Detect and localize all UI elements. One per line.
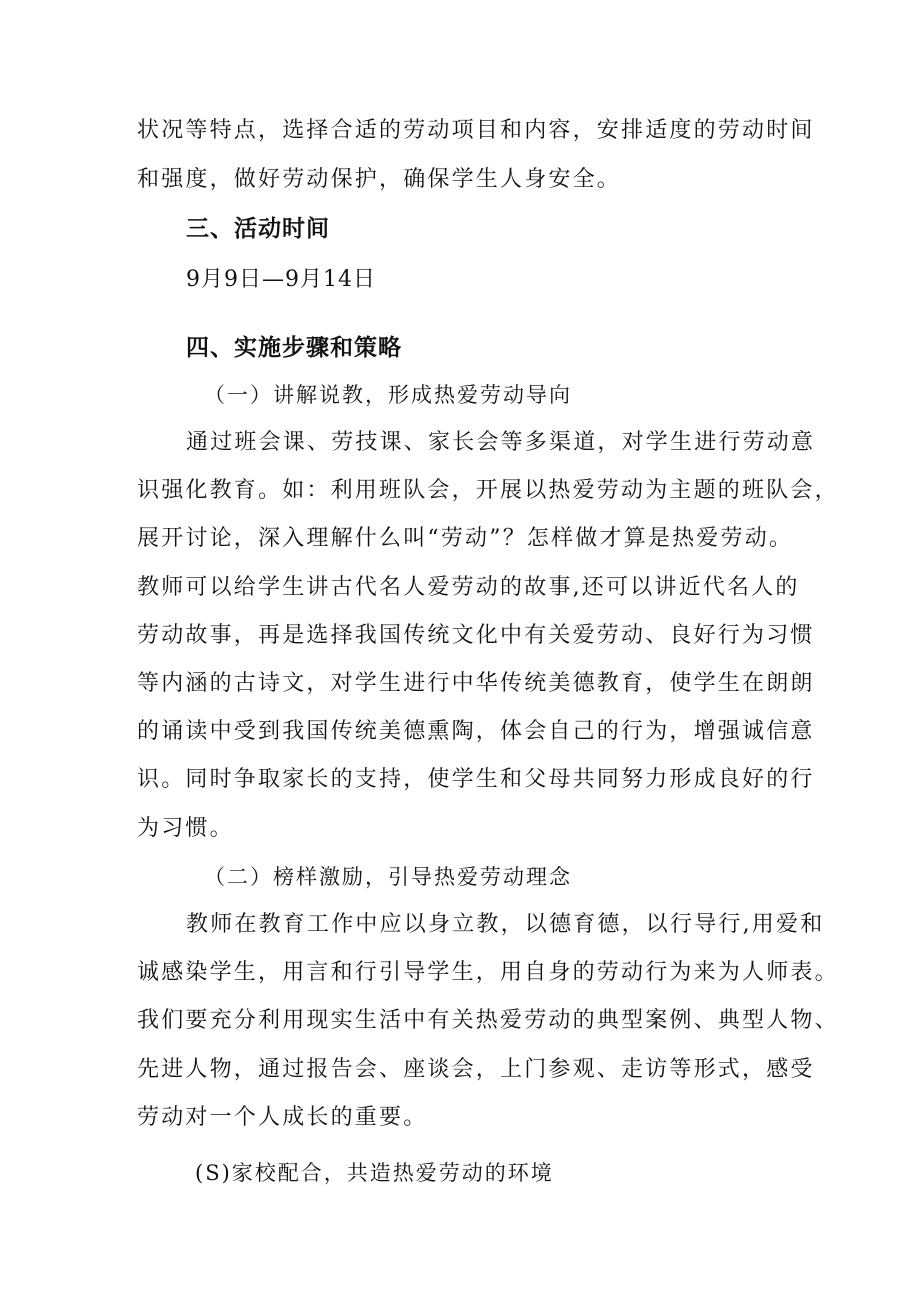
paragraph-line: 我们要充分利用现实生活中有关热爱劳动的典型案例、典型人物、 xyxy=(137,1008,839,1033)
subsection-heading-2: （二）榜样激励，引导热爱劳动理念 xyxy=(204,865,572,889)
section-heading-steps-strategy: 四、实施步骤和策略 xyxy=(186,335,402,361)
paragraph-line: 等内涵的古诗文，对学生进行中华传统美德教育，使学生在朗朗 xyxy=(137,671,815,696)
activity-date: 9月9日—9月14日 xyxy=(186,267,376,292)
paragraph-line: 为习惯。 xyxy=(137,816,234,841)
paragraph-line: 和强度，做好劳动保护，确保学生人身安全。 xyxy=(137,167,622,192)
paragraph-line: 识。同时争取家长的支持，使学生和父母共同努力形成良好的行 xyxy=(137,767,815,792)
paragraph-line: 先进人物，通过报告会、座谈会，上门参观、走访等形式，感受 xyxy=(137,1057,815,1082)
paragraph-line: 通过班会课、劳技课、家长会等多渠道，对学生进行劳动意 xyxy=(186,430,816,455)
paragraph-line: 劳动故事，再是选择我国传统文化中有关爱劳动、良好行为习惯 xyxy=(137,623,815,648)
paragraph-line: 诚感染学生，用言和行引导学生，用自身的劳动行为来为人师表。 xyxy=(137,960,839,985)
paragraph-line: 识强化教育。如：利用班队会，开展以热爱劳动为主题的班队会， xyxy=(137,478,839,503)
paragraph-line: 状况等特点，选择合适的劳动项目和内容，安排适度的劳动时间 xyxy=(137,118,815,143)
paragraph-line: 的诵读中受到我国传统美德熏陶，体会自己的行为，增强诚信意 xyxy=(137,719,815,744)
paragraph-line: 教师可以给学生讲古代名人爱劳动的故事,还可以讲近代名人的 xyxy=(137,575,800,600)
subsection-heading-3: (S)家校配合，共造热爱劳动的环境 xyxy=(195,1161,554,1185)
paragraph-line: 展开讨论，深入理解什么叫“劳动”？怎样做才算是热爱劳动。 xyxy=(137,526,794,551)
subsection-heading-1: （一）讲解说教，形成热爱劳动导向 xyxy=(204,383,572,407)
paragraph-line: 劳动对一个人成长的重要。 xyxy=(137,1105,428,1130)
paragraph-line: 教师在教育工作中应以身立教，以德育德，以行导行,用爱和 xyxy=(186,912,825,937)
section-heading-activity-time: 三、活动时间 xyxy=(186,216,330,242)
